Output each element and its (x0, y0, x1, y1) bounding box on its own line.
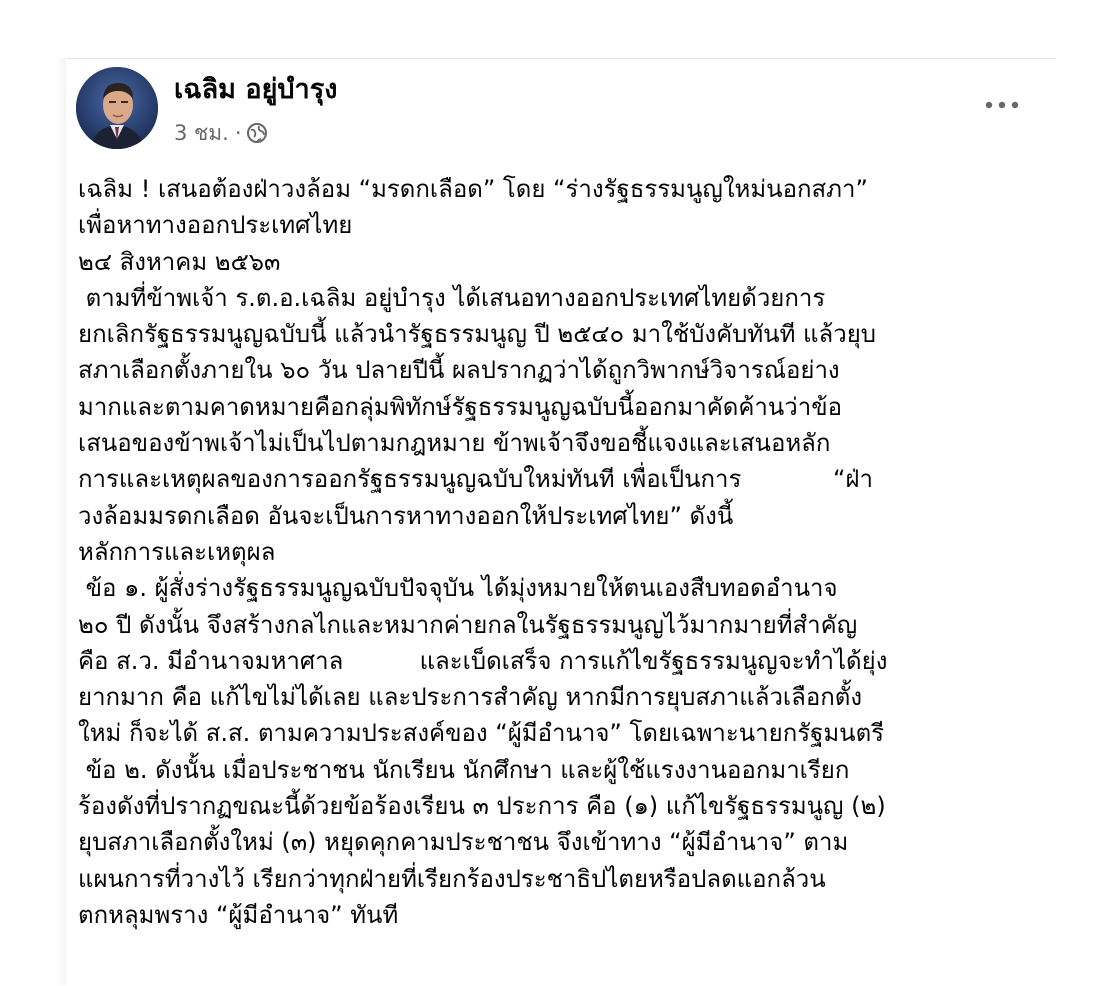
avatar-portrait (76, 67, 158, 149)
post-body-line: สภาเลือกตั้งภายใน ๖๐ วัน ปลายปีนี้ ผลปรากฏว่าได้ถูกวิพากษ์วิจารณ์อย่าง (78, 356, 840, 385)
post-body-line: แผนการที่วางไว้ เรียกว่าทุกฝ่ายที่เรียกร้องประชาธิปไตยหรือปลดแอกล้วน (78, 864, 826, 893)
post-body-line: ๒๐ ปี ดังนั้น จึงสร้างกลไกและหมากค่ายกลในรัฐธรรมนูญไว้มากมายที่สำคัญ (78, 610, 858, 639)
post-body-line: เสนอของข้าพเจ้าไม่เป็นไปตามกฎหมาย ข้าพเจ้าจึงขอชี้แจงและเสนอหลัก (78, 429, 831, 458)
more-options-icon (985, 101, 1019, 109)
post-body-line: ร้องดังที่ปรากฏขณะนี้ด้วยข้อร้องเรียน ๓ ประการ คือ (๑) แก้ไขรัฐธรรมนูญ (๒) (78, 792, 886, 821)
post-body-line: ยุบสภาเลือกตั้งใหม่ (๓) หยุดคุกคามประชาชน จึงเข้าทาง “ผู้มีอำนาจ” ตาม (78, 828, 849, 857)
post-body-line: ยกเลิกรัฐธรรมนูญฉบับนี้ แล้วนำรัฐธรรมนูญ ปี ๒๕๔๐ มาใช้บังคับทันที แล้วยุบ (78, 320, 876, 349)
post-body-line: ตามที่ข้าพเจ้า ร.ต.อ.เฉลิม อยู่บำรุง ได้เสนอทางออกประเทศไทยด้วยการ (78, 283, 826, 312)
post-body (78, 171, 1046, 933)
post-body-line: ข้อ ๑. ผู้สั่งร่างรัฐธรรมนูญฉบับปัจจุบัน ได้มุ่งหมายให้ตนเองสืบทอดอำนาจ (78, 574, 838, 603)
post-body-line: ใหม่ ก็จะได้ ส.ส. ตามความประสงค์ของ “ผู้มีอำนาจ” โดยเฉพาะนายกรัฐมนตรี (78, 719, 885, 748)
post-body-line: ตกหลุมพราง “ผู้มีอำนาจ” ทันที (78, 900, 399, 929)
post-body-line: เฉลิม ! เสนอต้องฝ่าวงล้อม “มรดกเลือด” โดย “ร่างรัฐธรรมนูญใหม่นอกสภา” (78, 175, 868, 203)
post-author-name[interactable]: เฉลิม อยู่บำรุง (174, 74, 338, 105)
post-body-line: มากและตามคาดหมายคือกลุ่มพิทักษ์รัฐธรรมนูญฉบับนี้ออกมาคัดค้านว่าข้อ (78, 392, 843, 421)
post-body-line: เพื่อหาทางออกประเทศไทย (78, 211, 353, 240)
post-body-line: ข้อ ๒. ดังนั้น เมื่อประชาชน นักเรียน นักศึกษา และผู้ใช้แรงงานออกมาเรียก (78, 755, 850, 784)
globe-icon[interactable] (246, 122, 268, 144)
post-body-line: การและเหตุผลของการออกรัฐธรรมนูญฉบับใหม่ทันที เพื่อเป็นการ “ฝ่า (78, 465, 873, 494)
post-body-line: วงล้อมมรดกเลือด อันจะเป็นการหาทางออกให้ประเทศไทย” ดังนี้ (78, 501, 734, 530)
post-body-line: ยากมาก คือ แก้ไขไม่ได้เลย และประการสำคัญ หากมีการยุบสภาแล้วเลือกตั้ง (78, 683, 863, 712)
post-body-line: หลักการและเหตุผล (78, 537, 276, 566)
meta-separator: · (234, 121, 242, 145)
post-card (66, 58, 1056, 986)
post-meta (174, 119, 268, 147)
post-timestamp[interactable]: 3 ชม. (174, 121, 229, 145)
post-body-line: คือ ส.ว. มีอำนาจมหาศาล และเบ็ดเสร็จ การแก้ไขรัฐธรรมนูญจะทำได้ยุ่ง (78, 646, 888, 675)
post-body-line: ๒๔ สิงหาคม ๒๕๖๓ (78, 247, 281, 276)
page-background-edge (0, 58, 66, 985)
more-options-button[interactable] (974, 85, 1030, 125)
avatar[interactable] (76, 67, 158, 149)
